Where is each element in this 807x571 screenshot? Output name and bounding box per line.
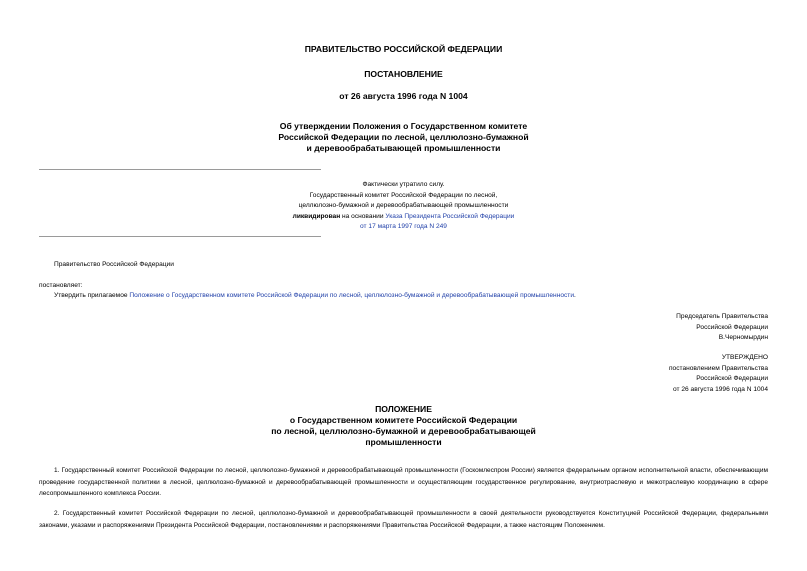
status-line bbox=[200, 222, 607, 233]
approval-line: постановлением Правительства bbox=[668, 364, 768, 372]
approval-line: УТВЕРЖДЕНО bbox=[721, 354, 768, 361]
divider-top bbox=[39, 169, 321, 170]
liquidated-label: ликвидирован bbox=[292, 212, 341, 220]
paragraph-2: 2. Государственный комитет Российской Федерации по лесной, целлюлозно-бумажной и деревообрабатывающей промышленности в своей деятельности руководствуется Конституцией Российской Федерации, федеральными законами, указами и распоряжениями Президента Российской Федерации, постановлениями и распоряжениями Правительства Российской Федерации, а также настоящим Положением. bbox=[39, 510, 768, 529]
regulation-title-line: ПОЛОЖЕНИЕ bbox=[375, 404, 432, 414]
status-note bbox=[200, 180, 607, 233]
divider-bottom bbox=[39, 236, 321, 237]
document-date: от 26 августа 1996 года N 1004 bbox=[339, 91, 468, 101]
title-line: Российской Федерации по лесной, целлюлозно-бумажной bbox=[278, 132, 529, 142]
signature-block bbox=[676, 312, 768, 344]
status-line: целлюлозно-бумажной и деревообрабатывающей промышленности bbox=[298, 202, 509, 209]
regulation-title bbox=[0, 404, 807, 448]
regulation-title-line: о Государственном комитете Российской Федерации bbox=[289, 415, 518, 425]
decree-link[interactable]: Указа Президента Российской Федерации bbox=[385, 212, 515, 220]
approve-suffix: . bbox=[574, 292, 576, 299]
status-line bbox=[200, 212, 607, 223]
decree-date-link[interactable]: от 17 марта 1997 года N 249 bbox=[360, 223, 447, 230]
approval-line: от 26 августа 1996 года N 1004 bbox=[673, 385, 768, 393]
signature-line: Председатель Правительства bbox=[676, 313, 768, 320]
approve-prefix: Утвердить прилагаемое bbox=[54, 292, 130, 299]
status-line: Государственный комитет Российской Федерации по лесной, bbox=[309, 191, 498, 199]
regulation-title-line: промышленности bbox=[365, 437, 442, 447]
approve-line bbox=[54, 291, 576, 302]
approval-block bbox=[669, 353, 768, 395]
government-heading: ПРАВИТЕЛЬСТВО РОССИЙСКОЙ ФЕДЕРАЦИИ bbox=[304, 44, 503, 54]
approval-line: Российской Федерации bbox=[696, 375, 768, 382]
signature-line: Российской Федерации bbox=[696, 323, 768, 331]
status-line: Фактически утратило силу. bbox=[362, 181, 445, 188]
regulation-title-line: по лесной, целлюлозно-бумажной и деревообрабатывающей bbox=[271, 426, 536, 436]
resolves-label: постановляет: bbox=[39, 282, 83, 289]
signature-line: В.Черномырдин bbox=[718, 334, 768, 341]
document-title bbox=[0, 121, 807, 154]
title-line: Об утверждении Положения о Государственном комитете bbox=[279, 121, 528, 131]
title-line: и деревообрабатывающей промышленности bbox=[306, 143, 501, 153]
basis-text: на основании bbox=[340, 212, 386, 220]
regulation-link[interactable]: Положение о Государственном комитете Российской Федерации по лесной, целлюлозно-бумажной и деревообрабатывающей промышленности bbox=[129, 292, 575, 299]
government-line: Правительство Российской Федерации bbox=[54, 261, 174, 268]
document-type: ПОСТАНОВЛЕНИЕ bbox=[364, 69, 443, 79]
paragraph-1: 1. Государственный комитет Российской Федерации по лесной, целлюлозно-бумажной и деревообрабатывающей промышленности (Госкомлеспром России) является федеральным органом исполнительной власти, обеспечивающим проведение государственной политики в лесной, целлюлозно-бумажной и деревообрабатывающей промышленности и осуществляющим государственное регулирование, внутриотраслевую и межотраслевую координацию в сфере лесопромышленного комплекса России. bbox=[39, 467, 768, 497]
